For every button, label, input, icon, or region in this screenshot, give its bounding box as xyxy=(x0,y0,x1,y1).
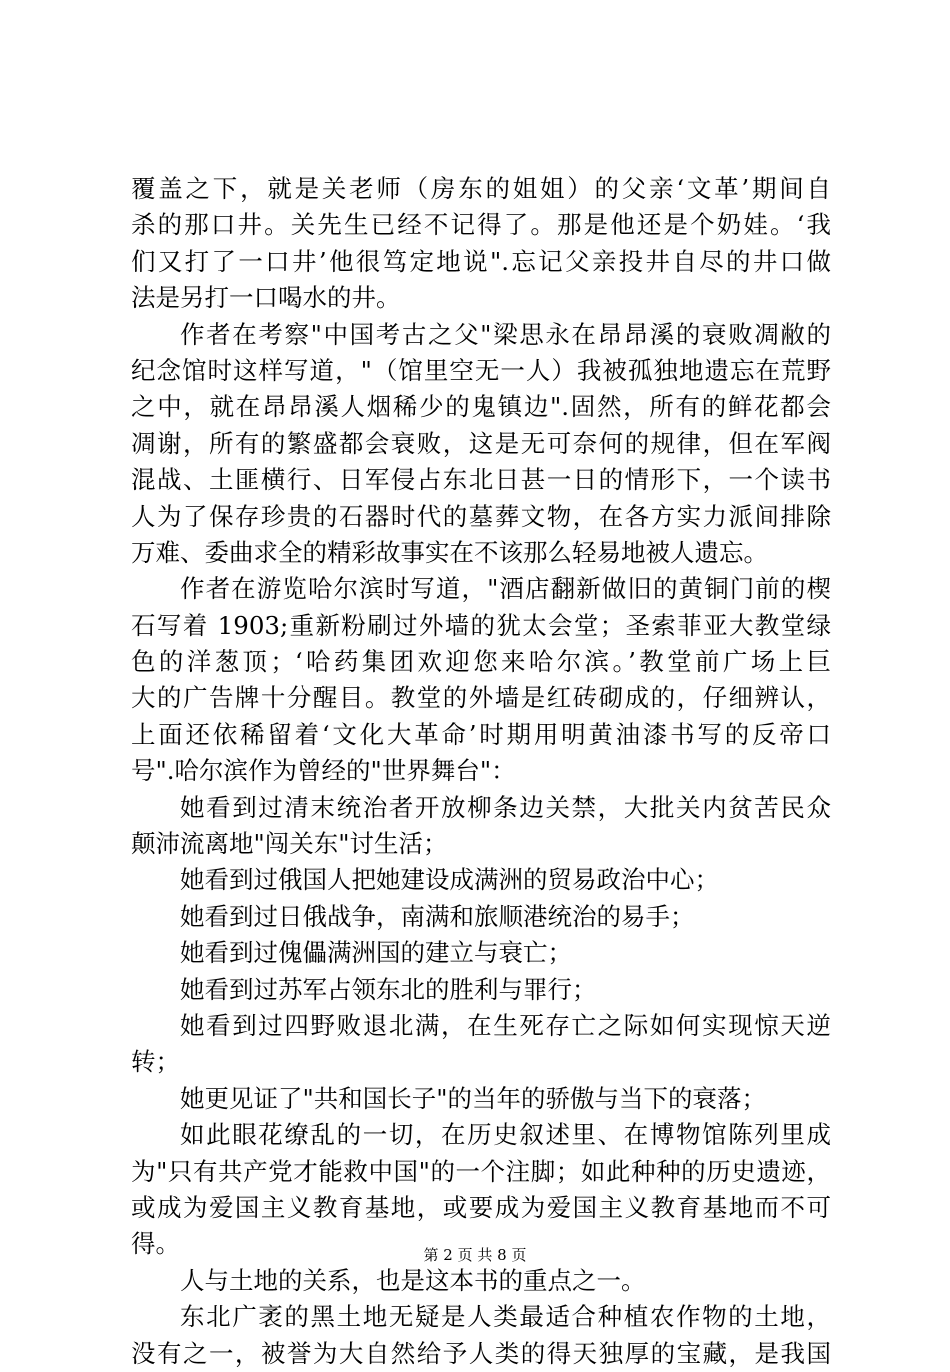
text-line: 或成为爱国主义教育基地，或要成为爱国主义教育基地而不可 xyxy=(131,1192,831,1222)
text-line: 她更见证了"共和国长子"的当年的骄傲与当下的衰落； xyxy=(180,1083,767,1113)
text-line: 她看到过清末统治者开放柳条边关禁，大批关内贫苦民众 xyxy=(180,792,831,822)
text-line: 万难、委曲求全的精彩故事实在不该那么轻易地被人遗忘。 xyxy=(131,537,768,567)
text-line: 转； xyxy=(131,1047,180,1077)
text-line: 覆盖之下，就是关老师（房东的姐姐）的父亲‘文革’期间自 xyxy=(131,174,831,203)
text-line: 如此眼花缭乱的一切，在历史叙述里、在博物馆陈列里成 xyxy=(180,1120,831,1150)
text-line: 颠沛流离地"闯关东"讨生活； xyxy=(131,829,448,859)
text-line: 为"只有共产党才能救中国"的一个注脚；如此种种的历史遗迹， xyxy=(131,1156,831,1186)
text-line: 之中，就在昂昂溪人烟稀少的鬼镇边".固然，所有的鲜花都会 xyxy=(131,392,831,422)
text-line: 法是另打一口喝水的井。 xyxy=(131,283,401,313)
text-line: 她看到过俄国人把她建设成满洲的贸易政治中心； xyxy=(180,865,719,895)
text-line: 纪念馆时这样写道，"（馆里空无一人）我被孤独地遗忘在荒野 xyxy=(131,355,831,385)
text-line: 作者在游览哈尔滨时写道，"酒店翻新做旧的黄铜门前的楔 xyxy=(180,574,831,604)
page-footer: 第 2 页 共 8 页 xyxy=(423,1246,527,1264)
text-line: 得。 xyxy=(131,1229,180,1259)
body-text xyxy=(131,171,831,1372)
text-line: 作者在考察"中国考古之父"梁思永在昂昂溪的衰败凋敝的 xyxy=(180,319,831,349)
text-line: 石写着 1903;重新粉刷过外墙的犹太会堂；圣索菲亚大教堂绿 xyxy=(131,610,831,640)
text-line: 东北广袤的黑土地无疑是人类最适合种植农作物的土地， xyxy=(180,1302,831,1332)
text-line: 上面还依稀留着‘文化大革命’时期用明黄油漆书写的反帝口 xyxy=(131,719,831,749)
text-line: 大的广告牌十分醒目。教堂的外墙是红砖砌成的，仔细辨认， xyxy=(131,683,831,713)
text-line: 们又打了一口井’他很笃定地说".忘记父亲投井自尽的井口做 xyxy=(131,246,831,276)
text-line: 杀的那口井。关先生已经不记得了。那是他还是个奶娃。‘我 xyxy=(131,210,831,240)
text-line: 凋谢，所有的繁盛都会衰败，这是无可奈何的规律，但在军阀 xyxy=(131,428,831,458)
text-line: 她看到过日俄战争，南满和旅顺港统治的易手； xyxy=(180,901,695,931)
text-line: 号".哈尔滨作为曾经的"世界舞台"： xyxy=(131,756,516,786)
text-line: 她看到过四野败退北满，在生死存亡之际如何实现惊天逆 xyxy=(180,1010,831,1040)
text-line: 混战、土匪横行、日军侵占东北日甚一日的情形下，一个读书 xyxy=(131,465,831,495)
text-line: 色的洋葱顶；‘哈药集团欢迎您来哈尔滨。’教堂前广场上巨 xyxy=(131,647,831,677)
text-line: 没有之一，被誉为大自然给予人类的得天独厚的宝藏，是我国 xyxy=(131,1338,831,1368)
text-line: 她看到过傀儡满洲国的建立与衰亡； xyxy=(180,938,572,968)
text-line: 她看到过苏军占领东北的胜利与罪行； xyxy=(180,974,597,1004)
text-line: 人为了保存珍贵的石器时代的墓葬文物，在各方实力派间排除 xyxy=(131,501,831,531)
text-line: 人与土地的关系，也是这本书的重点之一。 xyxy=(180,1265,646,1295)
